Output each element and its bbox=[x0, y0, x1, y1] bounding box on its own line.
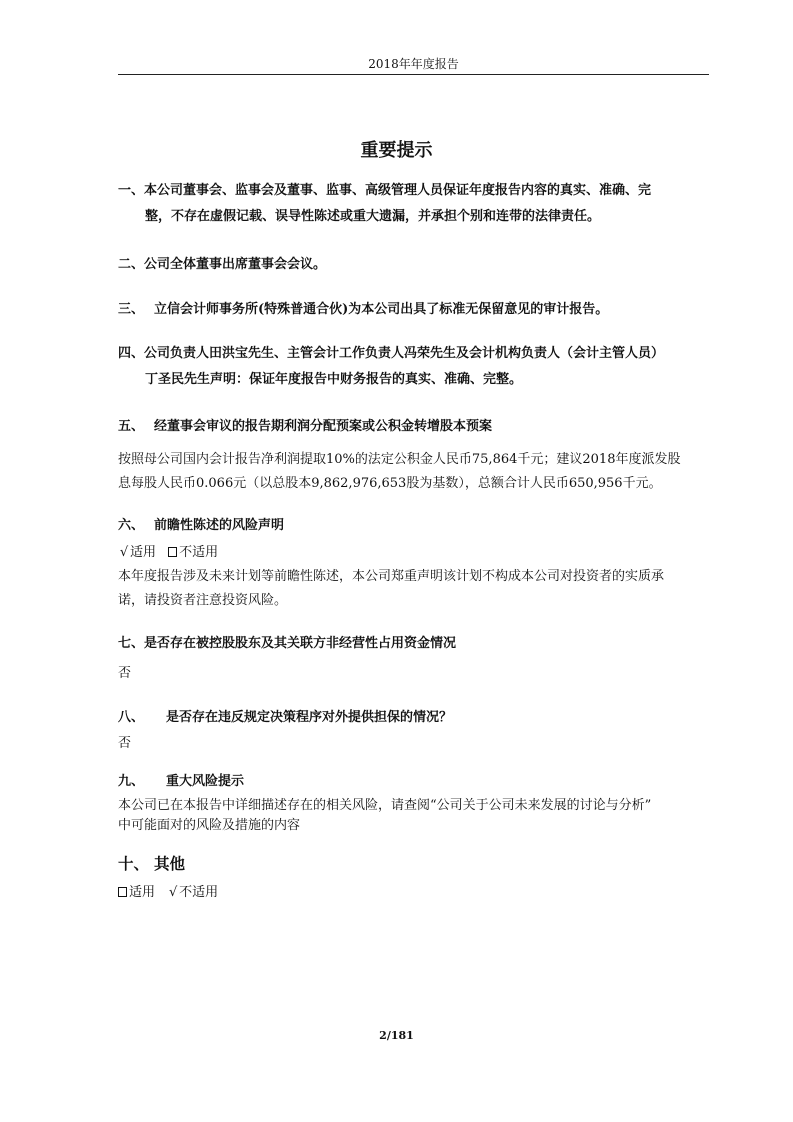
empty-checkbox-icon bbox=[118, 887, 127, 897]
section-1-line-1 bbox=[118, 183, 651, 198]
section-7-answer: 否 bbox=[118, 666, 132, 681]
section-1-line-2: 整，不存在虚假记载、误导性陈述或重大遗漏，并承担个别和连带的法律责任。 bbox=[145, 209, 601, 224]
section-8-heading bbox=[118, 708, 452, 728]
section-2-text: 公司全体董事出席董事会会议。 bbox=[144, 257, 327, 272]
section-10-options bbox=[118, 881, 714, 905]
option-not-applicable-checked bbox=[167, 885, 218, 900]
page-number: 2/181 bbox=[379, 1029, 414, 1042]
section-6-number: 六、 bbox=[118, 518, 145, 533]
section-10-title: 其他 bbox=[154, 854, 186, 873]
section-3 bbox=[118, 297, 714, 323]
section-9-line-1: 本公司已在本报告中详细描述存在的相关风险，请查阅“公司关于公司未来发展的讨论与分析” bbox=[118, 798, 652, 813]
check-mark-icon: √ bbox=[119, 545, 129, 560]
section-9-line-2: 中可能面对的风险及措施的内容 bbox=[118, 818, 301, 833]
option-not-applicable-label: 不适用 bbox=[179, 885, 219, 900]
section-5-body bbox=[118, 448, 714, 496]
section-3-number: 三、 bbox=[118, 302, 145, 317]
section-2-number: 二、 bbox=[118, 257, 145, 272]
section-1-number: 一、 bbox=[118, 183, 145, 198]
header-divider bbox=[118, 74, 709, 75]
section-5-line-2: 息每股人民币0.066元（以总股本9,862,976,653股为基数），总额合计人民币650,956千元。 bbox=[118, 476, 662, 491]
section-5-number: 五、 bbox=[118, 419, 145, 434]
empty-checkbox-icon bbox=[168, 547, 177, 557]
page-header: 2018年年度报告 bbox=[368, 57, 459, 71]
section-6-title: 前瞻性陈述的风险声明 bbox=[154, 518, 285, 533]
section-7-title: 是否存在被控股股东及其关联方非经营性占用资金情况 bbox=[144, 636, 457, 651]
section-1-text-1: 本公司董事会、监事会及董事、监事、高级管理人员保证年度报告内容的真实、准确、完 bbox=[144, 183, 652, 198]
option-not-applicable bbox=[168, 545, 218, 560]
section-4-text-1: 公司负责人田洪宝先生、主管会计工作负责人冯荣先生及会计机构负责人（会计主管人员） bbox=[144, 346, 665, 361]
option-applicable-checked bbox=[118, 545, 156, 560]
section-6-heading bbox=[118, 516, 284, 536]
option-not-applicable-label: 不适用 bbox=[179, 545, 219, 560]
section-9-heading bbox=[118, 772, 244, 792]
option-applicable-label: 适用 bbox=[130, 545, 157, 560]
option-applicable bbox=[118, 885, 155, 900]
section-5-title: 经董事会审议的报告期利润分配预案或公积金转增股本预案 bbox=[154, 419, 493, 434]
section-6-body bbox=[118, 565, 714, 613]
section-8-title: 是否存在违反规定决策程序对外提供担保的情况？ bbox=[166, 710, 453, 725]
section-6-line-1: 本年度报告涉及未来计划等前瞻性陈述，本公司郑重声明该计划不构成本公司对投资者的实质承 bbox=[118, 569, 665, 584]
section-3-text: 立信会计师事务所(特殊普通合伙)为本公司出具了标准无保留意见的审计报告。 bbox=[154, 302, 609, 317]
section-4-line-2: 丁圣民先生声明：保证年度报告中财务报告的真实、准确、完整。 bbox=[145, 372, 523, 387]
document-title: 重要提示 bbox=[360, 140, 433, 161]
section-4-number: 四、 bbox=[118, 346, 145, 361]
section-1 bbox=[118, 178, 714, 230]
section-7-heading bbox=[118, 634, 456, 654]
check-mark-icon: √ bbox=[169, 885, 178, 900]
section-6-options bbox=[118, 541, 714, 565]
section-8-number: 八、 bbox=[118, 710, 145, 725]
section-7-number: 七、 bbox=[118, 636, 145, 651]
section-10-heading bbox=[118, 853, 185, 875]
section-2 bbox=[118, 252, 714, 278]
section-4-line-1 bbox=[118, 346, 664, 361]
section-9-body bbox=[118, 796, 714, 836]
option-applicable-label: 适用 bbox=[129, 885, 156, 900]
section-8-answer: 否 bbox=[118, 736, 132, 751]
section-6-line-2: 诺，请投资者注意投资风险。 bbox=[118, 593, 288, 608]
section-9-number: 九、 bbox=[118, 774, 145, 789]
section-5-line-1: 按照母公司国内会计报告净利润提取10%的法定公积金人民币75,864千元；建议2018年度派发股 bbox=[118, 452, 681, 467]
section-5-heading bbox=[118, 417, 492, 437]
section-4 bbox=[118, 341, 714, 393]
section-10-number: 十、 bbox=[118, 854, 150, 873]
section-9-title: 重大风险提示 bbox=[166, 774, 245, 789]
